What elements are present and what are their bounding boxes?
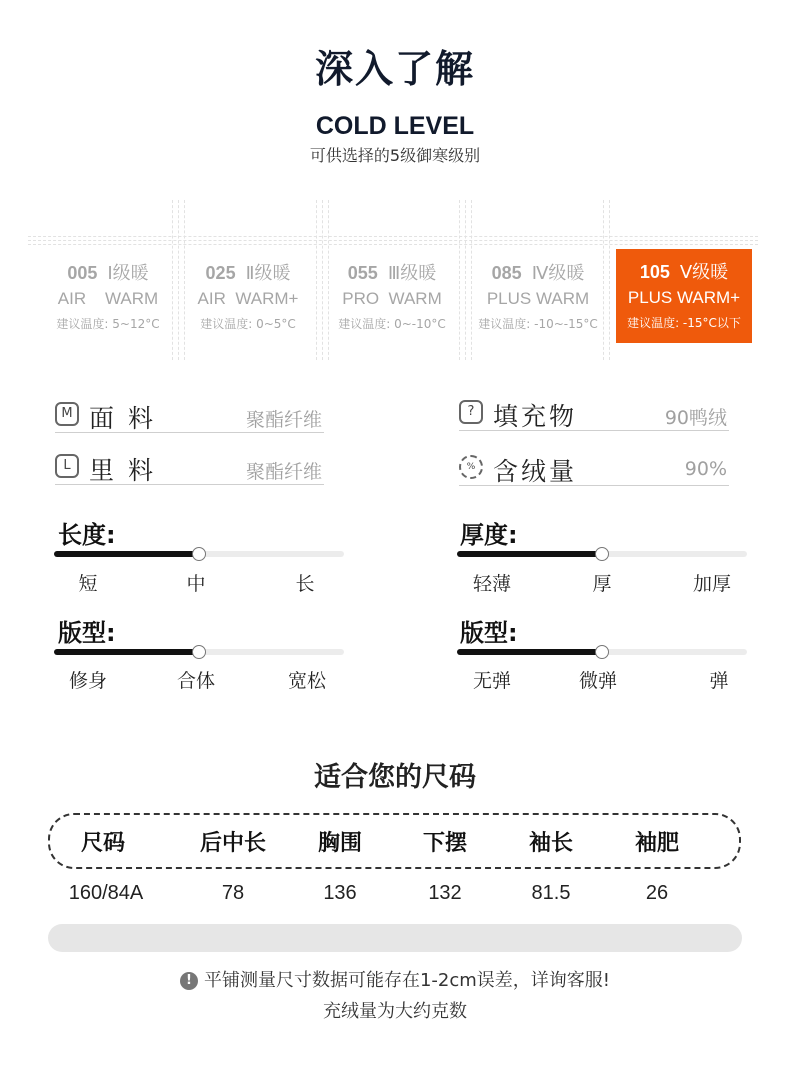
- slider-label-fit: 版型:: [58, 619, 116, 647]
- section-description: 可供选择的5级御寒级别: [309, 146, 481, 165]
- slider-tick: 弹: [709, 670, 729, 692]
- level-temp: 建议温度: 5~12°C: [56, 317, 160, 331]
- slider-tick: 无弹: [472, 670, 511, 692]
- level-name: PRO WARM: [342, 289, 442, 308]
- size-table-cell: 160/84A: [68, 882, 144, 904]
- slider-knob: [192, 547, 206, 561]
- cold-level-5-selected: [616, 249, 752, 343]
- size-table-header-cell: 后中长: [199, 831, 266, 856]
- slider-tick: 厚: [592, 573, 612, 595]
- slider-tick: 修身: [68, 670, 107, 692]
- note-measurement: [0, 966, 790, 992]
- level-name: PLUS WARM: [486, 289, 590, 308]
- material-row-down-content: [459, 452, 729, 486]
- slider-length: [54, 551, 344, 557]
- slider-tick: 宽松: [287, 670, 326, 692]
- material-row-filling: [459, 397, 729, 431]
- divider: [28, 236, 758, 237]
- level-grade: Ⅱ级暖: [245, 263, 291, 284]
- slider-fit: [54, 649, 344, 655]
- cold-level-4: [468, 252, 608, 342]
- m-badge-icon: M: [55, 402, 79, 426]
- level-temp: 建议温度: 0~5°C: [200, 317, 296, 331]
- level-code: 105: [639, 262, 670, 282]
- page-title: 深入了解: [314, 47, 475, 91]
- question-badge-icon: ?: [459, 400, 483, 424]
- size-table-cell: 132: [428, 882, 462, 904]
- slider-tick: 短: [78, 573, 98, 595]
- l-badge-icon: L: [55, 454, 79, 478]
- slider-knob: [595, 547, 609, 561]
- slider-tick: 加厚: [692, 573, 731, 595]
- size-table-header-cell: 胸围: [317, 831, 362, 856]
- material-row-fabric: [55, 399, 324, 433]
- slider-knob: [192, 645, 206, 659]
- material-value: 90%: [684, 458, 727, 480]
- level-temp: 建议温度: 0~-10°C: [338, 317, 446, 331]
- slider-stretch: [457, 649, 747, 655]
- slider-fill: [457, 649, 602, 655]
- level-code: 085: [491, 263, 522, 283]
- material-label: 里 料: [89, 456, 156, 485]
- level-grade: Ⅰ级暖: [107, 263, 149, 284]
- note-text: 平铺测量尺寸数据可能存在1-2cm误差，详询客服!: [203, 970, 611, 991]
- slider-tick: 长: [295, 573, 315, 595]
- cold-level-2: [178, 252, 318, 342]
- slider-fill: [54, 551, 199, 557]
- level-grade: Ⅳ级暖: [531, 263, 585, 284]
- slider-tick: 轻薄: [472, 573, 511, 595]
- size-table-header-cell: 尺码: [80, 831, 125, 856]
- size-table-header-cell: 袖长: [528, 831, 573, 856]
- slider-label-stretch: 版型:: [460, 619, 518, 647]
- size-table-cell: 81.5: [531, 882, 571, 904]
- slider-tick: 微弹: [578, 670, 617, 692]
- material-value: 聚酯纤维: [245, 461, 322, 483]
- size-table-cell: 26: [645, 882, 669, 904]
- exclamation-circle-icon: !: [180, 972, 198, 990]
- size-table-cell: 78: [221, 882, 245, 904]
- divider: [28, 244, 758, 245]
- level-temp: 建议温度: -15°C以下: [627, 316, 741, 330]
- section-subtitle: COLD LEVEL: [315, 112, 475, 140]
- size-section-title: 适合您的尺码: [314, 762, 476, 793]
- material-label: 填充物: [493, 402, 578, 431]
- divider: [609, 200, 610, 360]
- slider-fill: [457, 551, 602, 557]
- size-table-header-cell: 袖肥: [634, 831, 679, 856]
- level-code: 025: [205, 263, 236, 283]
- material-label: 含绒量: [493, 457, 578, 486]
- divider: [28, 240, 758, 241]
- size-table-cell: 136: [323, 882, 357, 904]
- material-label: 面 料: [89, 404, 156, 433]
- note-down-weight: 充绒量为大约克数: [323, 1001, 467, 1022]
- level-name: AIR WARM: [57, 289, 159, 308]
- cold-level-1: [38, 252, 178, 342]
- material-value: 90鸭绒: [664, 407, 727, 429]
- divider: [465, 200, 466, 360]
- slider-label-length: 长度:: [58, 521, 116, 549]
- cold-level-3: [322, 252, 462, 342]
- level-grade: Ⅴ级暖: [679, 262, 729, 283]
- level-grade: Ⅲ级暖: [387, 263, 437, 284]
- slider-thickness: [457, 551, 747, 557]
- size-table-header-cell: 下摆: [422, 831, 467, 856]
- level-name: AIR WARM+: [197, 289, 299, 308]
- slider-tick: 中: [186, 573, 206, 595]
- slider-knob: [595, 645, 609, 659]
- slider-label-thickness: 厚度:: [460, 521, 518, 549]
- slider-fill: [54, 649, 199, 655]
- table-footer-bar: [48, 924, 742, 952]
- material-value: 聚酯纤维: [245, 409, 322, 431]
- level-temp: 建议温度: -10~-15°C: [478, 317, 598, 331]
- material-row-lining: [55, 451, 324, 485]
- level-code: 055: [347, 263, 378, 283]
- level-name: PLUS WARM+: [627, 288, 741, 307]
- level-code: 005: [67, 263, 98, 283]
- percent-circle-icon: %: [459, 455, 483, 479]
- slider-tick: 合体: [176, 670, 215, 692]
